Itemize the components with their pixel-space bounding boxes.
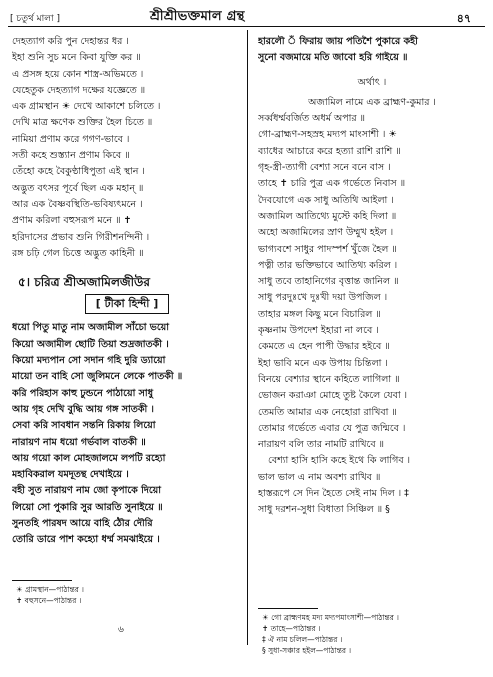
verse-line: হরিদাসের প্রভাব শুনি গিরীশনন্দিনী ।	[12, 231, 150, 243]
hindi-verse-line: বহী সুত নারায়ণ নাম জো কৃপাকে দিয়ো	[12, 485, 161, 497]
hindi-verse-line: নারায়ণ নাম ধয়ো গর্ভবাল বাতকী ॥	[12, 436, 146, 448]
verse-line: ইহা শুনি সুচ মনে কিবা যুক্তি কর ॥	[12, 52, 141, 64]
hindi-verse-line: তোরি ডারে পাশ কহ্যো ধর্ম্ম সমঝাইয়ে ।	[12, 534, 160, 546]
verse-line: বিনয়ে বেশ্যার স্থানে কহিতে লাগিলা ॥	[258, 373, 400, 385]
page-foot-mark: ৬	[118, 625, 124, 635]
footnote: ‡ ঐ নাম চলিল—পাঠান্তর ।	[262, 635, 343, 644]
verse-line: কেমতে এ হেন পাপী উদ্ধার হইবে ॥	[258, 341, 390, 353]
verse-line: তাহে ✝ চারি পুত্র এক গর্ভেতে নিবাস ॥	[258, 178, 406, 190]
verse-line: সতী কহে শুস্ত্যান প্রণাম কিবে ॥	[12, 150, 130, 162]
verse-line: যেহেতুক দেহত্যাগ দক্ষের যজ্ঞেতে ॥	[12, 84, 146, 96]
verse-line: তেমতি আমার এক নেহোরা রাখিবা ॥	[258, 406, 397, 418]
hindi-verse-line: আয় গয়ো কাল মোহজালমে লপটি রহ্যো	[12, 452, 166, 464]
verse-line: রঙ্গ চঢ়ি গেল চিত্তে অদ্ভুত কাহিনী ॥	[12, 247, 144, 259]
verse-line: অহো অজামিলের স্রাণ উম্মুখ হইল ।	[258, 227, 394, 239]
hindi-verse-line: কিয়ো অজামীল ছোটি তিয়া শুদ্রজাতকী ।	[12, 338, 169, 350]
verse-line: ভাগ্যবশে সাধুর পাদস্পর্শ খুঁজে হৈল ॥	[258, 243, 397, 255]
hindi-verse-line: লিয়ো সো পুকারি সুর আরতি সুনাইয়ে ॥	[12, 501, 163, 513]
hindi-verse-line: সেবা করি সাবধান সন্তনি রিকায় লিয়ো	[12, 420, 156, 432]
verse-line: ভাল ভাল এ নাম অবশ্য রাখিব ॥	[258, 471, 381, 483]
verse-line: ভোজন করাঞা মোহে তুষ্ট কৈলে যেবা ।	[258, 390, 408, 402]
verse-line: আর এক বৈষ্ণবস্থিতি-ভবিষ্যৎমনে ।	[12, 198, 143, 210]
verse-line: প্রণাম করিলা বহুসরূপ মনে ॥ ✝	[12, 215, 132, 227]
hindi-verse-line: ধয়ো পিতু মাতু নাম অজামীল সাঁচো ভয়ো	[12, 322, 170, 334]
verse-line: অজামিল আতিথ্যে মুস্টে কহি দিলা ॥	[258, 210, 397, 222]
footnote: § সুধা-সঞ্চার হইল—পাঠান্তর ।	[262, 646, 352, 655]
verse-line: অদ্ভুত বৎসর পূর্বে ছিল এক মহান্ ॥	[12, 182, 144, 194]
header-page-number: ৪৭	[456, 12, 471, 25]
verse-line: তাহার মঙ্গল কিছু মনে বিচারিল ॥	[258, 308, 381, 320]
footnote-rule-left	[12, 580, 72, 581]
left-column	[12, 34, 242, 549]
tika-label: [ টীকা হিন্দী ]	[85, 294, 169, 314]
footnote: ✝ তাহে—পাঠান্তর ।	[262, 624, 321, 633]
verse-line: ইহা ভাবি মনে এক উপায় চিন্তিলা ।	[258, 357, 388, 369]
right-column	[258, 34, 486, 519]
verse-line: তেঁহো কহে বৈকুণ্ঠাধিপুতা এই স্থান ।	[12, 166, 145, 178]
verse-line: দৈবযোগে এক সাধু অতিথি আইলা ।	[258, 194, 394, 206]
tika-box	[12, 294, 242, 314]
footnote-rule-right	[258, 608, 318, 609]
hindi-verse-line: সুনো বজমায়ে মতি জাবো হরি গাইয়ে ॥	[258, 52, 408, 64]
verse-line: কৃষ্ণনাম উপদেশ ইহারা না লবে ।	[258, 325, 379, 337]
verse-line: এক গ্রামস্থান ☀ দেখে আকাশে চলিতে ।	[12, 101, 161, 113]
hindi-verse-line: কিয়ো মদ্যপান সো সদান গহি দুরি ড্যায়ো	[12, 355, 166, 367]
verse-line: সর্ব্বধর্ম্মবর্জিত অধর্ম অপার ॥	[258, 113, 366, 125]
verse-line: বেশ্যা হাসি হাসি কহে ইথে কি লাগিব ।	[268, 455, 411, 467]
verse-line: সাধু দরশন-সুধা বিধাতা সিঞ্চিল ॥ §	[258, 504, 390, 516]
column-divider	[247, 30, 248, 645]
footnote: ☀ গ্রামস্থান—পাঠান্তর ।	[16, 585, 84, 594]
header-rule	[8, 26, 485, 27]
header-chapter: [ চতুর্থ মালা ]	[10, 14, 60, 24]
page-header	[0, 6, 493, 28]
arthah-heading: অর্থাৎ ।	[357, 76, 387, 88]
hindi-verse-line: করি পরিহাস কাহু ঢুন্ডনে পাঠায়ো সাধু	[12, 387, 154, 399]
verse-line: গৃহ-স্ত্রী-ত্যাগী বেশ্যা সনে বনে বাস ।	[258, 162, 391, 174]
hindi-verse-line: আয় গৃহ দেখি বুদ্ধি আয় গঙ্গ সাতকী ।	[12, 403, 154, 415]
verse-line: দেহত্যাগ করি পুন দেহান্তর ধর ।	[12, 36, 129, 47]
section-heading: ৫। চরিত্র শ্রীঅজামিলজীউর	[18, 275, 151, 290]
hindi-verse-line: সুনতহি পারষদ আয়ে বাহি ঠৌর দৌরি	[12, 518, 153, 530]
verse-line: তোমার গর্ভেতে এবার যে পুত্র জন্মিবে ।	[258, 422, 406, 434]
verse-line: অজামিল নামে এক ব্রাহ্মণ-কুমার ।	[308, 96, 436, 108]
verse-line: ব্যাধের আচারে করে হত্যা রাশি রাশি ॥	[258, 145, 401, 157]
left-footnotes	[16, 584, 84, 606]
right-footnotes	[262, 612, 399, 656]
verse-line: এ প্রসঙ্গ হয়ে কোন শাস্ত্র-অভিমতে ।	[12, 68, 144, 80]
verse-line: গো-ব্রাহ্মণ-সহস্রহ মদ্যপ মাংসাশী । ☀	[258, 129, 397, 141]
hindi-verse-line: হারলৌ ঁ ফিরায় জায় পতিশৈ পুকারে কহী	[258, 36, 418, 47]
verse-line: সাধু তবে তাহানিগের বৃত্তান্ত জানিল ॥	[258, 276, 399, 288]
verse-line: নামিয়া প্রণাম করে গগণ-ভাবে ।	[12, 133, 130, 145]
verse-line: হাস্তরূপে সে দিন হৈতে সেই নাম দিল । ‡	[258, 488, 409, 500]
hindi-verse-line: মহাবিকরাল যমদূতন্থ দেখাইয়ে ।	[12, 469, 129, 481]
verse-line: দেখি মাত্র ক্ষণেক শুক্তির হৈল চিতে ॥	[12, 117, 153, 129]
footnote: ☀ গো ব্রাহ্মণমহ মদ্য মদ্যপমাংসাশী—পাঠান্তর ।	[262, 613, 399, 622]
verse-line: সাধু পরদুঃখে দুঃখী দয়া উপজিল ।	[258, 292, 388, 304]
verse-line: পত্নী তার ভক্তিভাবে আতিথ্য করিল ।	[258, 259, 398, 271]
footnote: ✝ বহুসনে—পাঠান্তর ।	[16, 596, 82, 605]
verse-line: নারায়ণ বলি তার নামটি রাখিবে ॥	[258, 439, 385, 451]
header-book-title: শ্রীশ্রীভক্তমাল গ্রন্থ	[150, 9, 245, 24]
hindi-verse-line: মায়ো তন বাহি সো জুলিমনে লেকে পাতকী ॥	[12, 371, 183, 383]
